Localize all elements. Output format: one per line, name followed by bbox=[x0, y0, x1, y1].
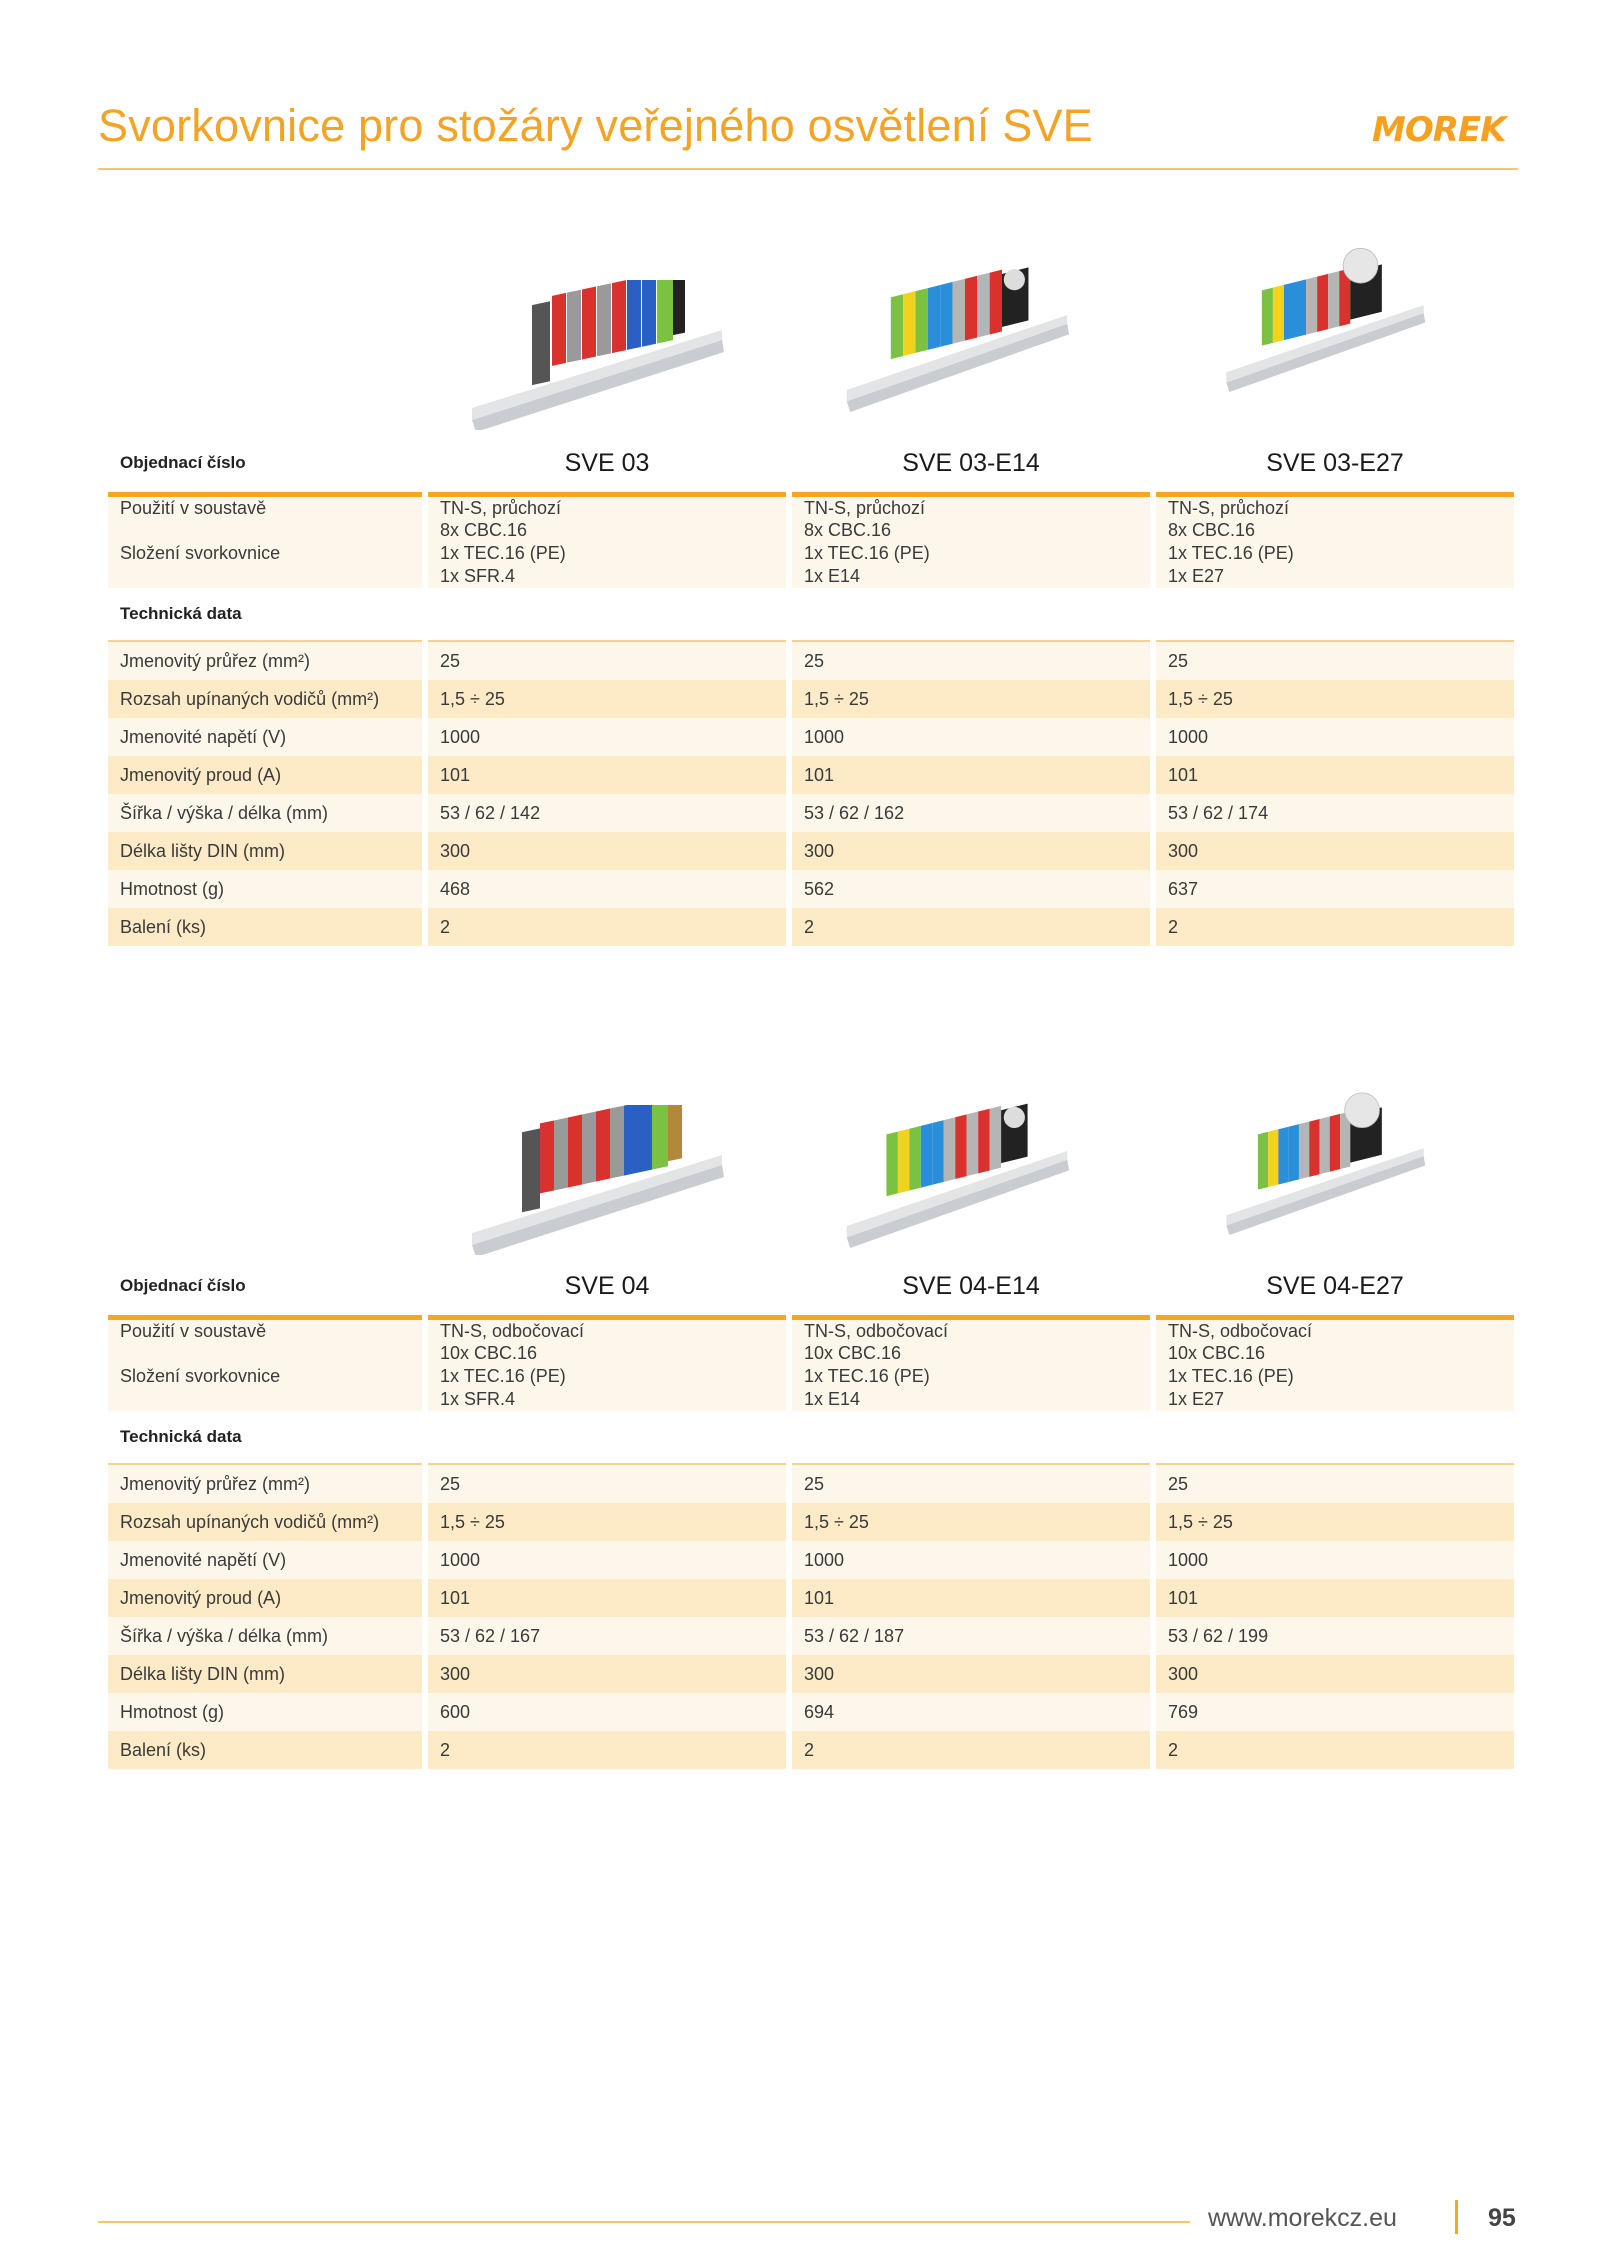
row-label: Rozsah upínaných vodičů (mm²) bbox=[108, 1503, 422, 1541]
product-photo bbox=[822, 262, 1092, 412]
cell-value: 1,5 ÷ 25 bbox=[792, 680, 1150, 718]
composition-line: 10x CBC.16 bbox=[804, 1343, 902, 1363]
brand-logo: MOREK bbox=[1372, 110, 1506, 150]
table-row bbox=[108, 1579, 1514, 1617]
product-code: SVE 04-E27 bbox=[1156, 1263, 1514, 1320]
table-row bbox=[108, 1617, 1514, 1655]
table-row bbox=[108, 1465, 1514, 1503]
composition-line: 1x TEC.16 (PE) bbox=[440, 543, 566, 563]
row-label: Použití v soustavě bbox=[108, 497, 422, 519]
composition-line: 1x TEC.16 (PE) bbox=[804, 1366, 930, 1386]
cell-value: 1,5 ÷ 25 bbox=[428, 680, 786, 718]
cell-value: TN-S, odbočovací bbox=[428, 1320, 786, 1342]
table-row bbox=[108, 908, 1514, 946]
terminal-block-image bbox=[822, 262, 1092, 412]
cell-value: 1,5 ÷ 25 bbox=[1156, 680, 1514, 718]
cell-value: TN-S, odbočovací bbox=[1156, 1320, 1514, 1342]
footer-separator bbox=[1455, 2200, 1458, 2234]
composition-line: 1x TEC.16 (PE) bbox=[804, 543, 930, 563]
cell-value: 1,5 ÷ 25 bbox=[1156, 1503, 1514, 1541]
cell-value bbox=[428, 1342, 786, 1411]
cell-value: 300 bbox=[428, 832, 786, 870]
cell-value: 562 bbox=[792, 870, 1150, 908]
row-label: Délka lišty DIN (mm) bbox=[108, 832, 422, 870]
cell-value: 2 bbox=[792, 908, 1150, 946]
product-code: SVE 04-E14 bbox=[792, 1263, 1150, 1320]
cell-value: 25 bbox=[1156, 642, 1514, 680]
spec-table bbox=[102, 1263, 1520, 1769]
row-label: Jmenovitý proud (A) bbox=[108, 756, 422, 794]
cell-value: 53 / 62 / 162 bbox=[792, 794, 1150, 832]
cell-value: TN-S, odbočovací bbox=[792, 1320, 1150, 1342]
composition-line: 1x E27 bbox=[1168, 1389, 1225, 1409]
cell-value: 53 / 62 / 199 bbox=[1156, 1617, 1514, 1655]
composition-line: 10x CBC.16 bbox=[440, 1343, 538, 1363]
row-label: Balení (ks) bbox=[108, 908, 422, 946]
terminal-block-image bbox=[1190, 1085, 1460, 1235]
row-label: Délka lišty DIN (mm) bbox=[108, 1655, 422, 1693]
row-label: Složení svorkovnice bbox=[108, 1342, 422, 1411]
cell-value: 1000 bbox=[792, 718, 1150, 756]
product-photo bbox=[462, 280, 732, 430]
cell-value: 300 bbox=[1156, 1655, 1514, 1693]
table-row bbox=[108, 718, 1514, 756]
table-header-row bbox=[108, 1263, 1514, 1320]
order-number-label: Objednací číslo bbox=[108, 1263, 422, 1320]
order-number-label: Objednací číslo bbox=[108, 440, 422, 497]
cell-value: 637 bbox=[1156, 870, 1514, 908]
product-photo bbox=[1190, 242, 1460, 392]
cell-value: 1000 bbox=[1156, 718, 1514, 756]
cell-value bbox=[792, 519, 1150, 588]
cell-value: 101 bbox=[1156, 1579, 1514, 1617]
table-row bbox=[108, 519, 1514, 588]
cell-value: 694 bbox=[792, 1693, 1150, 1731]
composition-line: 1x TEC.16 (PE) bbox=[1168, 543, 1294, 563]
terminal-block-image bbox=[822, 1098, 1092, 1248]
tech-data-label: Technická data bbox=[108, 1411, 422, 1465]
table-row bbox=[108, 1503, 1514, 1541]
cell-value: 1,5 ÷ 25 bbox=[792, 1503, 1150, 1541]
page-number: 95 bbox=[1488, 2204, 1516, 2232]
cell-value: TN-S, průchozí bbox=[792, 497, 1150, 519]
cell-value: 53 / 62 / 142 bbox=[428, 794, 786, 832]
composition-line: 8x CBC.16 bbox=[440, 520, 528, 540]
table-row bbox=[108, 832, 1514, 870]
cell-value: 101 bbox=[1156, 756, 1514, 794]
cell-value bbox=[792, 1342, 1150, 1411]
row-label: Balení (ks) bbox=[108, 1731, 422, 1769]
product-code: SVE 03 bbox=[428, 440, 786, 497]
cell-value: TN-S, průchozí bbox=[1156, 497, 1514, 519]
tech-data-label: Technická data bbox=[108, 588, 422, 642]
product-photo bbox=[462, 1105, 732, 1255]
cell-value: 468 bbox=[428, 870, 786, 908]
row-label: Jmenovitý proud (A) bbox=[108, 1579, 422, 1617]
composition-line: 1x E27 bbox=[1168, 566, 1225, 586]
cell-value: 300 bbox=[792, 1655, 1150, 1693]
cell-value: 101 bbox=[792, 1579, 1150, 1617]
row-label: Jmenovitý průřez (mm²) bbox=[108, 1465, 422, 1503]
terminal-block-image bbox=[462, 1105, 732, 1255]
cell-value: 2 bbox=[1156, 908, 1514, 946]
table-row bbox=[108, 680, 1514, 718]
cell-value: 2 bbox=[428, 1731, 786, 1769]
spec-table bbox=[102, 440, 1520, 946]
composition-line: 1x E14 bbox=[804, 566, 861, 586]
cell-value: 300 bbox=[428, 1655, 786, 1693]
product-code: SVE 03-E14 bbox=[792, 440, 1150, 497]
composition-line: 1x SFR.4 bbox=[440, 566, 516, 586]
cell-value: 101 bbox=[428, 756, 786, 794]
row-label: Použití v soustavě bbox=[108, 1320, 422, 1342]
cell-value: 25 bbox=[1156, 1465, 1514, 1503]
product-code: SVE 04 bbox=[428, 1263, 786, 1320]
table-row bbox=[108, 642, 1514, 680]
cell-value bbox=[1156, 519, 1514, 588]
cell-value: 1000 bbox=[428, 718, 786, 756]
cell-value: 1000 bbox=[1156, 1541, 1514, 1579]
cell-value: 2 bbox=[428, 908, 786, 946]
terminal-block-image bbox=[462, 280, 732, 430]
row-label: Šířka / výška / délka (mm) bbox=[108, 794, 422, 832]
table-row bbox=[108, 756, 1514, 794]
cell-value: 300 bbox=[792, 832, 1150, 870]
composition-line: 8x CBC.16 bbox=[804, 520, 892, 540]
composition-line: 10x CBC.16 bbox=[1168, 1343, 1266, 1363]
composition-line: 1x SFR.4 bbox=[440, 1389, 516, 1409]
product-photo bbox=[822, 1098, 1092, 1248]
row-label: Šířka / výška / délka (mm) bbox=[108, 1617, 422, 1655]
cell-value: 25 bbox=[792, 1465, 1150, 1503]
cell-value: 1000 bbox=[428, 1541, 786, 1579]
tech-data-heading-row bbox=[108, 588, 1514, 642]
cell-value bbox=[1156, 1342, 1514, 1411]
terminal-block-image bbox=[1190, 242, 1460, 392]
table-row bbox=[108, 1655, 1514, 1693]
table-row bbox=[108, 1693, 1514, 1731]
row-label: Jmenovité napětí (V) bbox=[108, 718, 422, 756]
cell-value: 25 bbox=[428, 642, 786, 680]
cell-value bbox=[428, 519, 786, 588]
table-row bbox=[108, 794, 1514, 832]
row-label: Složení svorkovnice bbox=[108, 519, 422, 588]
footer-website-link[interactable]: www.morekcz.eu bbox=[1208, 2204, 1397, 2232]
cell-value: 53 / 62 / 187 bbox=[792, 1617, 1150, 1655]
row-label: Hmotnost (g) bbox=[108, 1693, 422, 1731]
cell-value: 2 bbox=[1156, 1731, 1514, 1769]
composition-line: 8x CBC.16 bbox=[1168, 520, 1256, 540]
cell-value: 600 bbox=[428, 1693, 786, 1731]
cell-value: 769 bbox=[1156, 1693, 1514, 1731]
product-photo bbox=[1190, 1085, 1460, 1235]
table-row bbox=[108, 1541, 1514, 1579]
composition-line: 1x TEC.16 (PE) bbox=[440, 1366, 566, 1386]
row-label: Rozsah upínaných vodičů (mm²) bbox=[108, 680, 422, 718]
row-label: Jmenovité napětí (V) bbox=[108, 1541, 422, 1579]
cell-value: 101 bbox=[792, 756, 1150, 794]
page-title: Svorkovnice pro stožáry veřejného osvětlení SVE bbox=[98, 100, 1093, 151]
cell-value: 25 bbox=[792, 642, 1150, 680]
composition-line: 1x TEC.16 (PE) bbox=[1168, 1366, 1294, 1386]
title-divider bbox=[98, 168, 1518, 170]
row-label: Jmenovitý průřez (mm²) bbox=[108, 642, 422, 680]
tech-data-heading-row bbox=[108, 1411, 1514, 1465]
cell-value: 300 bbox=[1156, 832, 1514, 870]
table-row bbox=[108, 1731, 1514, 1769]
table-row bbox=[108, 1342, 1514, 1411]
product-code: SVE 03-E27 bbox=[1156, 440, 1514, 497]
cell-value: 25 bbox=[428, 1465, 786, 1503]
cell-value: 1000 bbox=[792, 1541, 1150, 1579]
cell-value: 2 bbox=[792, 1731, 1150, 1769]
cell-value: 101 bbox=[428, 1579, 786, 1617]
cell-value: 53 / 62 / 174 bbox=[1156, 794, 1514, 832]
footer-divider bbox=[98, 2221, 1190, 2223]
table-row bbox=[108, 497, 1514, 519]
table-row bbox=[108, 870, 1514, 908]
composition-line: 1x E14 bbox=[804, 1389, 861, 1409]
cell-value: 1,5 ÷ 25 bbox=[428, 1503, 786, 1541]
table-row bbox=[108, 1320, 1514, 1342]
cell-value: 53 / 62 / 167 bbox=[428, 1617, 786, 1655]
row-label: Hmotnost (g) bbox=[108, 870, 422, 908]
cell-value: TN-S, průchozí bbox=[428, 497, 786, 519]
table-header-row bbox=[108, 440, 1514, 497]
